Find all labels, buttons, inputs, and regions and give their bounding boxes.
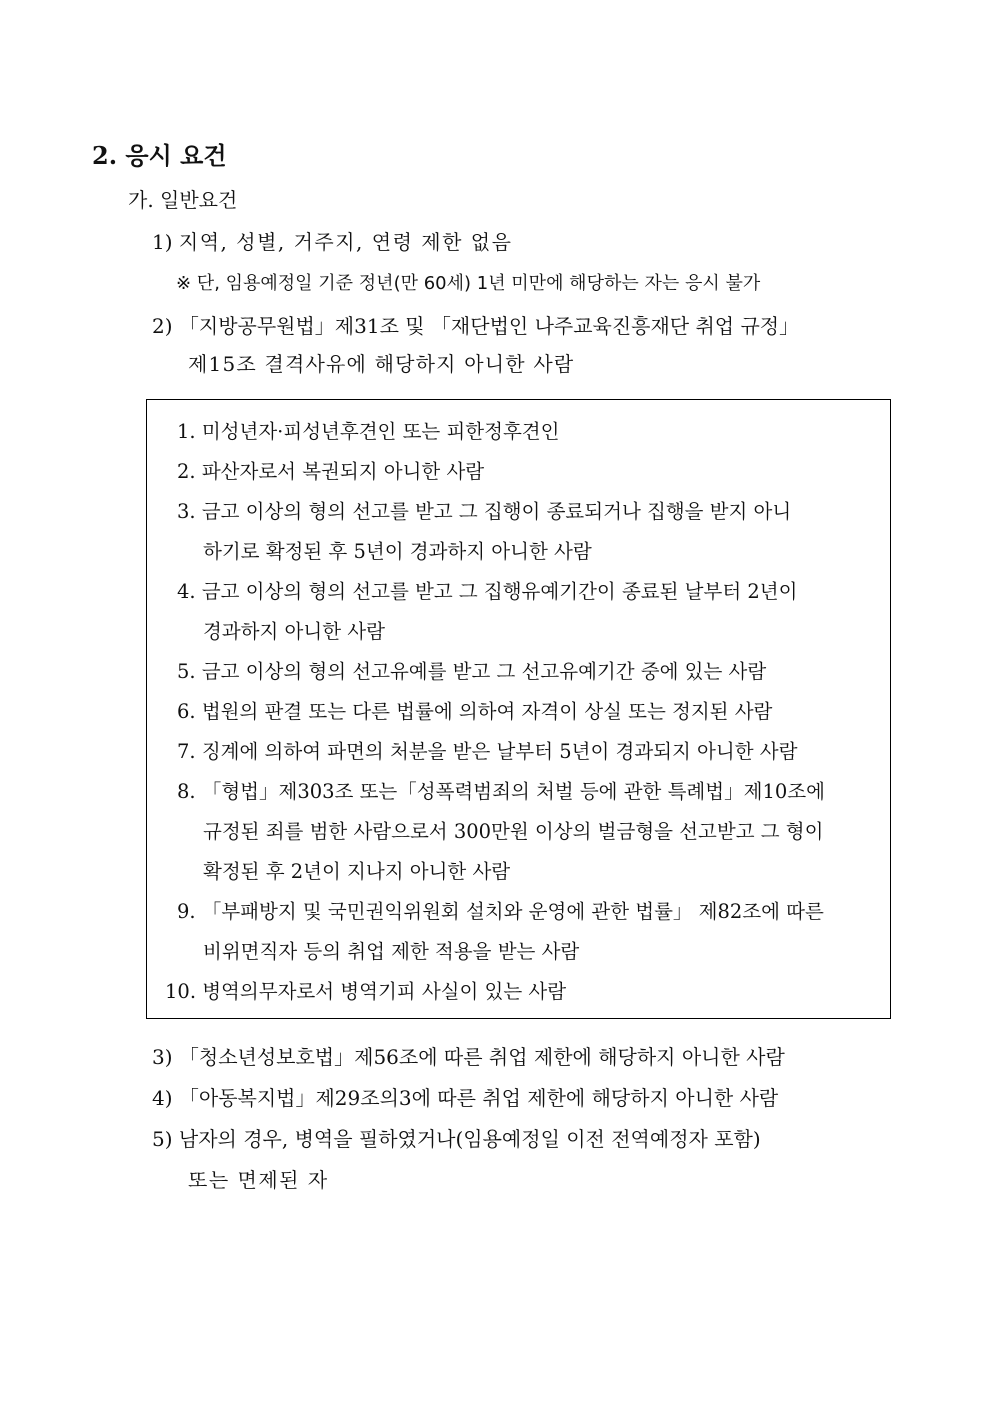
item-number: 10. — [165, 980, 197, 1003]
item-number: 6. — [177, 700, 196, 723]
requirement-3 — [152, 1043, 785, 1071]
item-text: 「부패방지 및 국민권익위원회 설치와 운영에 관한 법률」 제82조에 따른 — [201, 900, 824, 923]
requirement-marker: 1) — [152, 230, 173, 254]
requirement-4 — [152, 1084, 778, 1112]
disqualification-item-1 — [177, 418, 559, 446]
requirement-marker: 5) — [152, 1127, 173, 1151]
item-text: 파산자로서 복권되지 아니한 사람 — [201, 460, 485, 483]
requirement-marker: 2) — [152, 314, 173, 338]
item-text: 미성년자·피성년후견인 또는 피한정후견인 — [201, 420, 560, 443]
requirement-text: 「청소년성보호법」제56조에 따른 취업 제한에 해당하지 아니한 사람 — [178, 1045, 785, 1069]
requirement-marker: 3) — [152, 1045, 173, 1069]
item-number: 2. — [177, 460, 196, 483]
item-number: 3. — [177, 500, 196, 523]
requirement-2 — [152, 312, 799, 340]
disqualification-item-9-continued: 비위면직자 등의 취업 제한 적용을 받는 사람 — [203, 940, 580, 963]
requirement-5 — [152, 1125, 761, 1153]
requirement-text: 지역, 성별, 거주지, 연령 제한 없음 — [178, 230, 513, 254]
subsection-title: 가. 일반요건 — [128, 188, 238, 212]
requirement-1 — [152, 228, 512, 256]
disqualification-box — [146, 399, 891, 1019]
disqualification-item-2 — [177, 458, 484, 486]
disqualification-item-5 — [177, 658, 766, 686]
disqualification-item-9 — [177, 898, 824, 926]
requirement-note: ※ 단, 임용예정일 기준 정년(만 60세) 1년 미만에 해당하는 자는 응시 불가 — [176, 273, 761, 294]
disqualification-item-8-continued: 규정된 죄를 범한 사람으로서 300만원 이상의 벌금형을 선고받고 그 형이 — [203, 820, 824, 843]
item-number: 7. — [177, 740, 196, 763]
requirement-marker: 4) — [152, 1086, 173, 1110]
item-text: 법원의 판결 또는 다른 법률에 의하여 자격이 상실 또는 정지된 사람 — [201, 700, 773, 723]
item-text: 금고 이상의 형의 선고를 받고 그 집행이 종료되거나 집행을 받지 아니 — [201, 500, 792, 523]
disqualification-item-6 — [177, 698, 772, 726]
item-text: 징계에 의하여 파면의 처분을 받은 날부터 5년이 경과되지 아니한 사람 — [201, 740, 798, 763]
requirement-text: 「지방공무원법」제31조 및 「재단법인 나주교육진흥재단 취업 규정」 — [178, 314, 800, 338]
item-number: 9. — [177, 900, 196, 923]
item-number: 8. — [177, 780, 196, 803]
section-title: 2. 응시 요건 — [92, 141, 227, 170]
item-number: 1. — [177, 420, 196, 443]
item-number: 5. — [177, 660, 196, 683]
disqualification-item-8 — [177, 778, 825, 806]
requirement-text: 「아동복지법」제29조의3에 따른 취업 제한에 해당하지 아니한 사람 — [178, 1086, 779, 1110]
requirement-text: 남자의 경우, 병역을 필하였거나(임용예정일 이전 전역예정자 포함) — [178, 1127, 761, 1151]
disqualification-item-7 — [177, 738, 797, 766]
disqualification-item-10 — [165, 978, 566, 1006]
requirement-5-continued: 또는 면제된 자 — [188, 1168, 329, 1192]
disqualification-item-8-continued: 확정된 후 2년이 지나지 아니한 사람 — [203, 860, 511, 883]
item-text: 병역의무자로서 병역기피 사실이 있는 사람 — [202, 980, 567, 1003]
disqualification-item-3-continued: 하기로 확정된 후 5년이 경과하지 아니한 사람 — [203, 540, 592, 563]
item-text: 금고 이상의 형의 선고유예를 받고 그 선고유예기간 중에 있는 사람 — [201, 660, 767, 683]
disqualification-item-3 — [177, 498, 791, 526]
disqualification-item-4 — [177, 578, 797, 606]
requirement-2-continued: 제15조 결격사유에 해당하지 아니한 사람 — [188, 352, 575, 376]
item-number: 4. — [177, 580, 196, 603]
item-text: 「형법」제303조 또는「성폭력범죄의 처벌 등에 관한 특례법」제10조에 — [201, 780, 825, 803]
item-text: 금고 이상의 형의 선고를 받고 그 집행유예기간이 종료된 날부터 2년이 — [201, 580, 798, 603]
disqualification-item-4-continued: 경과하지 아니한 사람 — [203, 620, 385, 643]
